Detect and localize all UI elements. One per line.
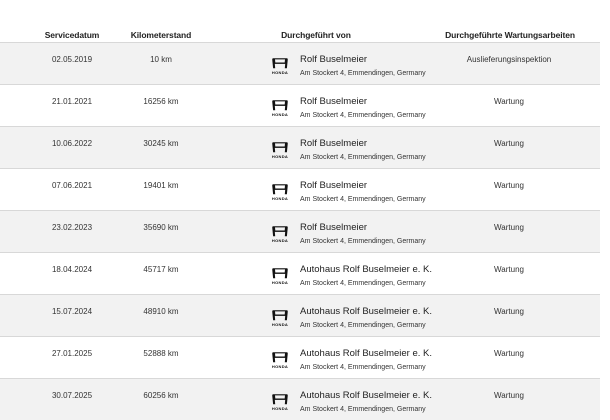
table-row: [0, 336, 600, 378]
service-date: 10.06.2022: [51, 139, 93, 148]
dealer-name: Rolf Buselmeier: [300, 138, 368, 149]
maintenance-work: Wartung: [494, 307, 524, 316]
table-row: [0, 84, 600, 126]
honda-logo-text: HONDA: [271, 406, 289, 411]
mileage: 35690 km: [143, 223, 179, 232]
dealer-name: Autohaus Rolf Buselmeier e. K.: [300, 264, 433, 275]
header-mileage: Kilometerstand: [130, 30, 192, 40]
mileage: 60256 km: [143, 391, 179, 400]
dealer-address: Am Stockert 4, Emmendingen, Germany: [300, 364, 426, 371]
mileage: 45717 km: [143, 265, 179, 274]
honda-logo-text: HONDA: [271, 280, 289, 285]
maintenance-work: Auslieferungsinspektion: [466, 55, 552, 64]
honda-logo-icon: [270, 183, 290, 203]
mileage: 48910 km: [143, 307, 179, 316]
honda-logo-icon: [270, 225, 290, 245]
header-service-date: Servicedatum: [44, 30, 100, 40]
mileage: 19401 km: [143, 181, 179, 190]
honda-logo-text: HONDA: [271, 196, 289, 201]
service-date: 18.04.2024: [51, 265, 93, 274]
honda-logo-icon: [270, 99, 290, 119]
mileage: 30245 km: [143, 139, 179, 148]
honda-logo-text: HONDA: [271, 112, 289, 117]
dealer-name: Rolf Buselmeier: [300, 96, 368, 107]
mileage: 52888 km: [143, 349, 179, 358]
honda-logo-icon: [270, 267, 290, 287]
maintenance-work: Wartung: [494, 391, 524, 400]
dealer-address: Am Stockert 4, Emmendingen, Germany: [300, 280, 426, 287]
mileage: 10 km: [150, 55, 172, 64]
table-row: [0, 294, 600, 336]
table-row: [0, 210, 600, 252]
service-date: 07.06.2021: [51, 181, 93, 190]
maintenance-work: Wartung: [494, 265, 524, 274]
honda-logo-text: HONDA: [271, 364, 289, 369]
table-row: [0, 126, 600, 168]
service-date: 02.05.2019: [51, 55, 93, 64]
honda-logo-text: HONDA: [271, 70, 289, 75]
service-date: 15.07.2024: [51, 307, 93, 316]
dealer-name: Autohaus Rolf Buselmeier e. K.: [300, 390, 433, 401]
header-performed-by: Durchgeführt von: [281, 30, 351, 40]
table-row: [0, 42, 600, 84]
honda-logo-icon: [270, 309, 290, 329]
honda-logo-icon: [270, 393, 290, 413]
dealer-address: Am Stockert 4, Emmendingen, Germany: [300, 112, 426, 119]
dealer-address: Am Stockert 4, Emmendingen, Germany: [300, 70, 426, 77]
dealer-name: Autohaus Rolf Buselmeier e. K.: [300, 306, 433, 317]
dealer-name: Autohaus Rolf Buselmeier e. K.: [300, 348, 433, 359]
header-maintenance-work: Durchgeführte Wartungsarbeiten: [445, 30, 575, 40]
honda-logo-text: HONDA: [271, 238, 289, 243]
table-header: [0, 0, 610, 42]
dealer-address: Am Stockert 4, Emmendingen, Germany: [300, 154, 426, 161]
maintenance-work: Wartung: [494, 223, 524, 232]
honda-logo-icon: [270, 351, 290, 371]
honda-logo-icon: [270, 141, 290, 161]
honda-logo-text: HONDA: [271, 154, 289, 159]
maintenance-work: Wartung: [494, 349, 524, 358]
dealer-address: Am Stockert 4, Emmendingen, Germany: [300, 196, 426, 203]
dealer-address: Am Stockert 4, Emmendingen, Germany: [300, 406, 426, 413]
maintenance-work: Wartung: [494, 181, 524, 190]
table-row: [0, 378, 600, 420]
dealer-name: Rolf Buselmeier: [300, 222, 368, 233]
dealer-name: Rolf Buselmeier: [300, 54, 368, 65]
maintenance-work: Wartung: [494, 139, 524, 148]
table-body: [0, 42, 610, 420]
maintenance-work: Wartung: [494, 97, 524, 106]
honda-logo-text: HONDA: [271, 322, 289, 327]
service-date: 30.07.2025: [51, 391, 93, 400]
service-date: 21.01.2021: [51, 97, 93, 106]
honda-logo-icon: [270, 57, 290, 77]
service-date: 27.01.2025: [51, 349, 93, 358]
mileage: 16256 km: [143, 97, 179, 106]
service-date: 23.02.2023: [51, 223, 93, 232]
table-row: [0, 252, 600, 294]
table-row: [0, 168, 600, 210]
dealer-address: Am Stockert 4, Emmendingen, Germany: [300, 238, 426, 245]
dealer-name: Rolf Buselmeier: [300, 180, 368, 191]
dealer-address: Am Stockert 4, Emmendingen, Germany: [300, 322, 426, 329]
